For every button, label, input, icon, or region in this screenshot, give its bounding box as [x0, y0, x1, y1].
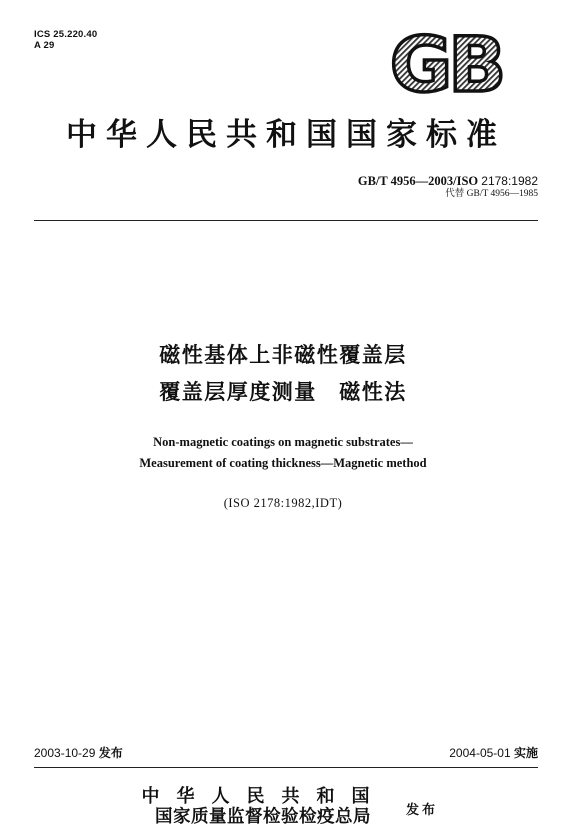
gb-logo-lettering: GB — [389, 31, 503, 97]
header-divider — [34, 220, 538, 221]
effective-date — [449, 745, 538, 761]
issued-date-value: 2003-10-29 — [34, 746, 96, 760]
publish-label: 发布 — [406, 803, 439, 818]
effective-label: 实施 — [513, 746, 538, 760]
standard-title: 中华人民共和国国家标准 — [66, 117, 506, 153]
title-en-line1: Non-magnetic coatings on magnetic substrates— — [153, 435, 413, 449]
ics-code: ICS 25.220.40 — [34, 29, 98, 40]
issued-date — [34, 745, 123, 761]
issued-label: 发布 — [98, 746, 123, 760]
title-zh-line2: 覆盖层厚度测量 磁性法 — [159, 380, 407, 404]
issuer-line1: 中华人民共和国 — [141, 786, 387, 807]
classification-codes — [34, 29, 97, 51]
gb-number: GB/T 4956—2003/ISO — [357, 174, 479, 188]
title-en-line2: Measurement of coating thickness—Magnetic method — [139, 456, 427, 470]
issuer-block — [128, 786, 398, 828]
footer-divider — [34, 767, 538, 768]
iso-number: 2178:1982 — [481, 174, 538, 188]
adoption-statement: (ISO 2178:1982,IDT) — [223, 496, 343, 510]
effective-date-value: 2004-05-01 — [449, 746, 511, 760]
issuer-line2: 国家质量监督检验检疫总局 — [155, 807, 371, 827]
ccs-code: A 29 — [34, 40, 55, 51]
title-zh-line1: 磁性基体上非磁性覆盖层 — [159, 343, 407, 367]
replaces-standard: 代替 GB/T 4956—1985 — [445, 189, 538, 199]
standard-number — [358, 174, 538, 188]
gb-logo-icon — [384, 31, 508, 97]
